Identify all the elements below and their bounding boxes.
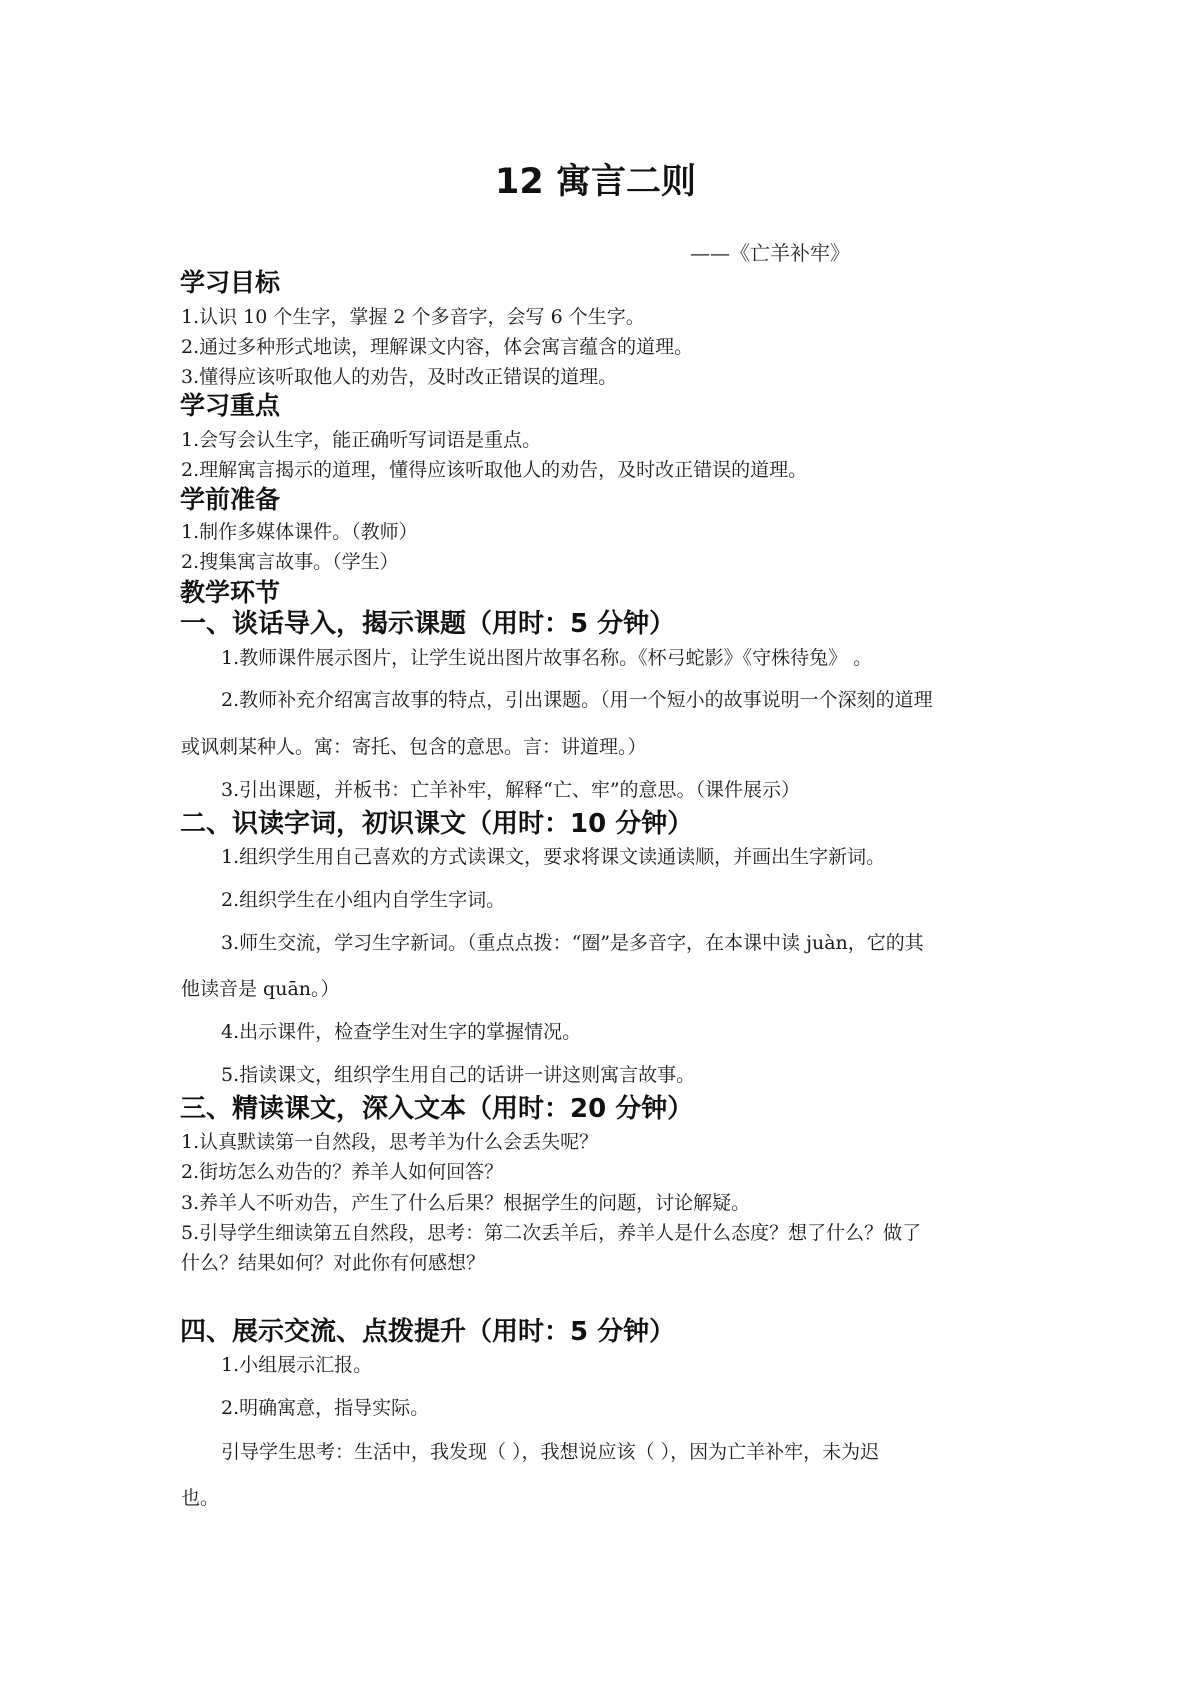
step1-item: 3.引出课题，并板书：亡羊补牢，解释“亡、牢”的意思。（课件展示） [221, 779, 801, 801]
step-heading-1: 一、谈话导入，揭示课题（用时：5 分钟） [180, 609, 676, 639]
step4-item: 引导学生思考：生活中，我发现（ ），我想说应该（ ），因为亡羊补牢，未为迟 [221, 1441, 880, 1463]
document-title: 12 寓言二则 [495, 162, 696, 202]
step1-item-continued: 或讽刺某种人。寓：寄托、包含的意思。言：讲道理。） [181, 736, 647, 758]
objective-item: 1.认识 10 个生字，掌握 2 个多音字，会写 6 个生字。 [181, 306, 645, 328]
key-point-item: 1.会写会认生字，能正确听写词语是重点。 [181, 429, 542, 451]
step2-item: 2.组织学生在小组内自学生字词。 [221, 889, 506, 911]
section-heading-teaching: 教学环节 [180, 578, 281, 607]
step4-item: 1.小组展示汇报。 [221, 1354, 373, 1376]
section-heading-key-points: 学习重点 [180, 391, 281, 420]
step2-item: 3.师生交流，学习生字新词。（重点点拨：“圈”是多音字，在本课中读 juàn，它的其 [221, 932, 924, 954]
preparation-item: 1.制作多媒体课件。（教师） [181, 521, 418, 543]
step1-item: 1.教师课件展示图片，让学生说出图片故事名称。《杯弓蛇影》《守株待兔》 。 [221, 647, 873, 669]
key-point-item: 2.理解寓言揭示的道理，懂得应该听取他人的劝告，及时改正错误的道理。 [181, 459, 808, 481]
step-heading-4: 四、展示交流、点拨提升（用时：5 分钟） [180, 1317, 676, 1347]
objective-item: 3.懂得应该听取他人的劝告，及时改正错误的道理。 [181, 366, 618, 388]
step2-item: 5.指读课文，组织学生用自己的话讲一讲这则寓言故事。 [221, 1064, 696, 1086]
objective-item: 2.通过多种形式地读，理解课文内容，体会寓言蕴含的道理。 [181, 336, 694, 358]
step-heading-3: 三、精读课文，深入文本（用时：20 分钟） [180, 1094, 694, 1124]
step3-item: 2.街坊怎么劝告的？养羊人如何回答？ [181, 1161, 504, 1183]
step4-item-continued: 也。 [181, 1487, 220, 1509]
step2-item: 4.出示课件，检查学生对生字的掌握情况。 [221, 1021, 582, 1043]
step3-item: 1.认真默读第一自然段，思考羊为什么会丢失呢？ [181, 1131, 599, 1153]
step1-item: 2.教师补充介绍寓言故事的特点，引出课题。（用一个短小的故事说明一个深刻的道理 [221, 689, 933, 711]
step-heading-2: 二、识读字词，初识课文（用时：10 分钟） [180, 809, 694, 839]
step3-item: 5.引导学生细读第五自然段，思考：第二次丢羊后，养羊人是什么态度？想了什么？做了 [181, 1222, 922, 1244]
section-heading-preparation: 学前准备 [180, 485, 281, 514]
step3-item-continued: 什么？结果如何？对此你有何感想？ [181, 1252, 486, 1274]
step2-item: 1.组织学生用自己喜欢的方式读课文，要求将课文读通读顺，并画出生字新词。 [221, 846, 886, 868]
step3-item: 3.养羊人不听劝告，产生了什么后果？根据学生的问题，讨论解疑。 [181, 1192, 751, 1214]
document-subtitle: ——《亡羊补牢》 [690, 241, 850, 265]
preparation-item: 2.搜集寓言故事。（学生） [181, 551, 399, 573]
step4-item: 2.明确寓意，指导实际。 [221, 1397, 430, 1419]
step2-item-continued: 他读音是 quān。） [181, 978, 340, 1000]
section-heading-objectives: 学习目标 [180, 268, 281, 297]
